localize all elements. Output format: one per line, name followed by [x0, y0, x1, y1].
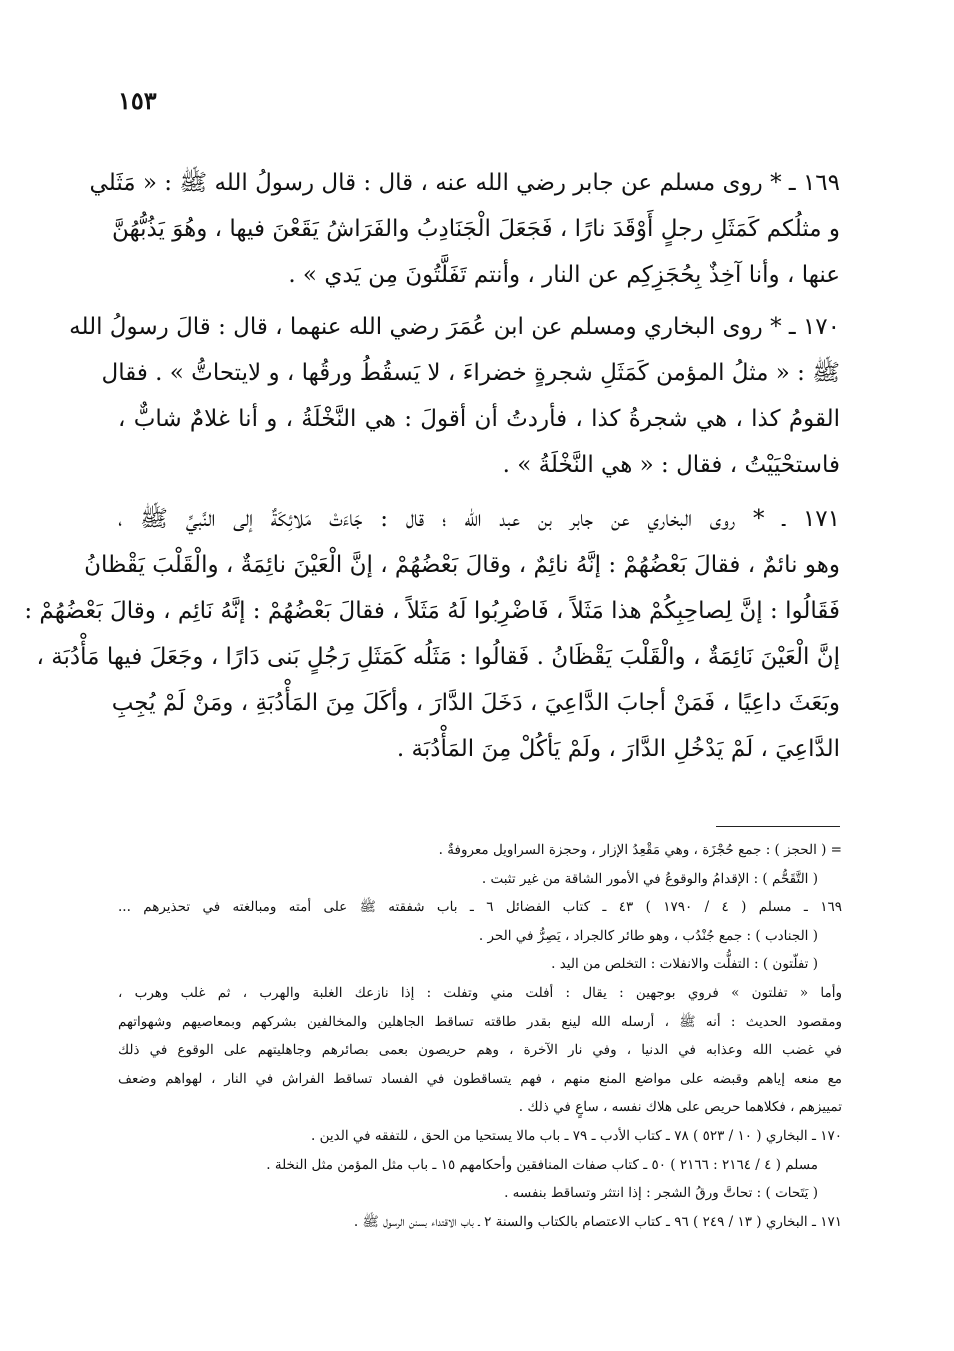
footnote-line: تمييزهم ، فكلاهما حريص على هلاك نفسه ، ساعٍ في ذلك . — [518, 1099, 842, 1116]
footnote-line: وأما « تفلتون » فروي بوجهين : يقال : أفلت مني وتفلت : إذا نازعك الغلبة والهرب ، ثم غلب وهرب ، — [118, 984, 842, 1001]
page-number: ١٥٣ — [118, 86, 157, 115]
footnote-divider — [716, 826, 840, 827]
text-line: ١٧١ ـ * روى البخاري عن جابر بن عبد الله ؛ قال : جَاءَتْ مَلائِكَةٌ إلى النَّبيِّ ﷺ ، — [118, 506, 840, 532]
footnote-line: ( تفلّتون ) : التفلُّت والانفلات : التخلص من اليد . — [551, 956, 818, 973]
footnote-line: مسلم ( ٤ / ٢١٦٤ : ٢١٦٦ ) ٥٠ ـ كتاب صفات المنافقين وأحكامهم ١٥ ـ باب مثل المؤمن مثل النخلة . — [266, 1156, 818, 1173]
text-line: ١٦٩ ـ * روى مسلم عن جابر رضي الله عنه ، قال : قال رسولُ الله ﷺ : « مَثَلي — [89, 170, 840, 196]
footnote-line: ( الجنادب ) : جمع جُنْدُب ، وهو طائر كالجراد ، يَصِرُّ في الحر . — [478, 927, 818, 944]
footnote-line: ١٧٠ ـ البخاري ( ١٠ / ٥٢٣ ) ٧٨ ـ كتاب الأدب ـ ٧٩ ـ باب مالا يستحيا من الحق ، للتفقه في الدين . — [311, 1127, 842, 1144]
text-line: ﷺ : « مثلُ المؤمن كَمَثَلِ شجرةٍ خضراءَ ، لا يَسقُطُ ورقُها ، و لايتحاتُّ » . فقال — [101, 360, 840, 386]
hadith-170 — [69, 304, 840, 488]
text-line: وبَعَثَ داعِيًا ، فَمَنْ أجابَ الدَّاعِيَ ، دَخَلَ الدَّارَ ، وأكَلَ مِنَ المَأْدُبَةِ ، ومَنْ لَمْ يُجِبِ — [111, 690, 840, 716]
text-line: فَقَالُوا : إنَّ لِصاحِبِكُمْ هذا مَثَلاً ، فَاضْرِبُوا لَهُ مَثَلاً ، فقالَ بَعْضُهُمْ : إنَّهُ نَائِم ، وقالَ بَعْضُهُمْ : — [24, 598, 840, 624]
text-line: ١٧٠ ـ * روى البخاري ومسلم عن ابن عُمَرَ رضي الله عنهما ، قال : قالَ رسولُ الله — [69, 314, 840, 340]
footnote-line: = ( الحجز ) : جمع حُجْزَة ، وهي مَقْعِدُ الإزار ، وحجزة السراويل معروفةٌ . — [438, 842, 842, 858]
text-line: وهو نائمٌ ، فقالَ بَعْضُهُمْ : إنَّهُ نائِمٌ ، وقالَ بَعْضُهُمْ ، إنَّ الْعَيْنَ نائِمَةٌ ، والْقَلْبَ يَقْظانُ — [84, 552, 840, 578]
hadith-171 — [24, 496, 840, 772]
text-line: عنها ، وأنا آخِذٌ بِحُجَزِكِم عن النار ، وأنتم تَفَلَّتُونَ مِن يَدي » . — [288, 262, 840, 288]
footnote-line: ١٦٩ ـ مسلم ( ٤ / ١٧٩٠ ) ٤٣ ـ كتاب الفضائل ٦ ـ باب شفقته ﷺ على أمته ومبالغته في تحذيرهم ... — [118, 899, 842, 916]
text-line: الدَّاعِيَ ، لَمْ يَدْخُلِ الدَّارَ ، ولَمْ يَأكُلْ مِنَ المَأْدُبَة . — [396, 736, 840, 762]
footnote-line: في غضب الله وعذابه في الدنيا ، وفي نار الآخرة ، وهم حريصون بعمى بصائرهم وجاهليتهم على الوقوع في ذلك — [118, 1042, 842, 1059]
text-line: إنَّ الْعَيْنَ نَائِمَةٌ ، والْقَلْبَ يَقْظَانُ . فَقالُوا : مَثَلُه كَمَثَلِ رَجُلٍ بَنى دَارًا ، وجَعَلَ فيها مَأْدُبَة ، — [36, 644, 840, 670]
footnote-line: ( التَّقَحُّم ) : الإقدامُ والوقوعُ في الأمور الشاقة من غير تثبت . — [481, 870, 818, 887]
text-line: و مثلُكم كَمَثَلِ رجلٍ أَوْقَدَ نارًا ، فَجَعَلَ الْجَنَادِبُ والفَرَاشُ يَقَعْنَ فيها ، وهُوَ يَذُبُّهُنَّ — [111, 216, 840, 242]
text-line: فاستحْيَيْتُ ، فقال : « هي النَّخْلَةُ » . — [502, 452, 840, 478]
footnotes — [118, 836, 842, 1236]
hadith-169 — [89, 160, 840, 298]
footnote-line: ( يَتَحات ) : تحاتَّ ورقُ الشجر : إذا انتثر وتساقط بنفسه . — [504, 1185, 818, 1202]
text-line: القومُ كذا ، هي شجرةُ كذا ، فأردتُ أن أقولَ : هي النَّخْلَةُ ، و أنا غلامٌ شابٌّ ، — [118, 406, 840, 432]
footnote-line: مع منعه إياهم وقبضه على مواضع المنع منهم ، فهم يتساقطون في الفساد تساقط الفراش في النار ، لهواهم وضعف — [118, 1070, 842, 1087]
footnote-line: ١٧١ ـ البخاري ( ١٣ / ٢٤٩ ) ٩٦ ـ كتاب الاعتصام بالكتاب والسنة ٢ ـ باب الاقتداء بسنن الرسول ﷺ . — [353, 1213, 842, 1230]
footnote-line: ومقصود الحديث : أنه ﷺ ، أرسله الله لينع بقدر طاقته تساقط الجاهلين والمخالفين بشركهم وبمعاصيهم وشهواتهم — [118, 1013, 842, 1030]
